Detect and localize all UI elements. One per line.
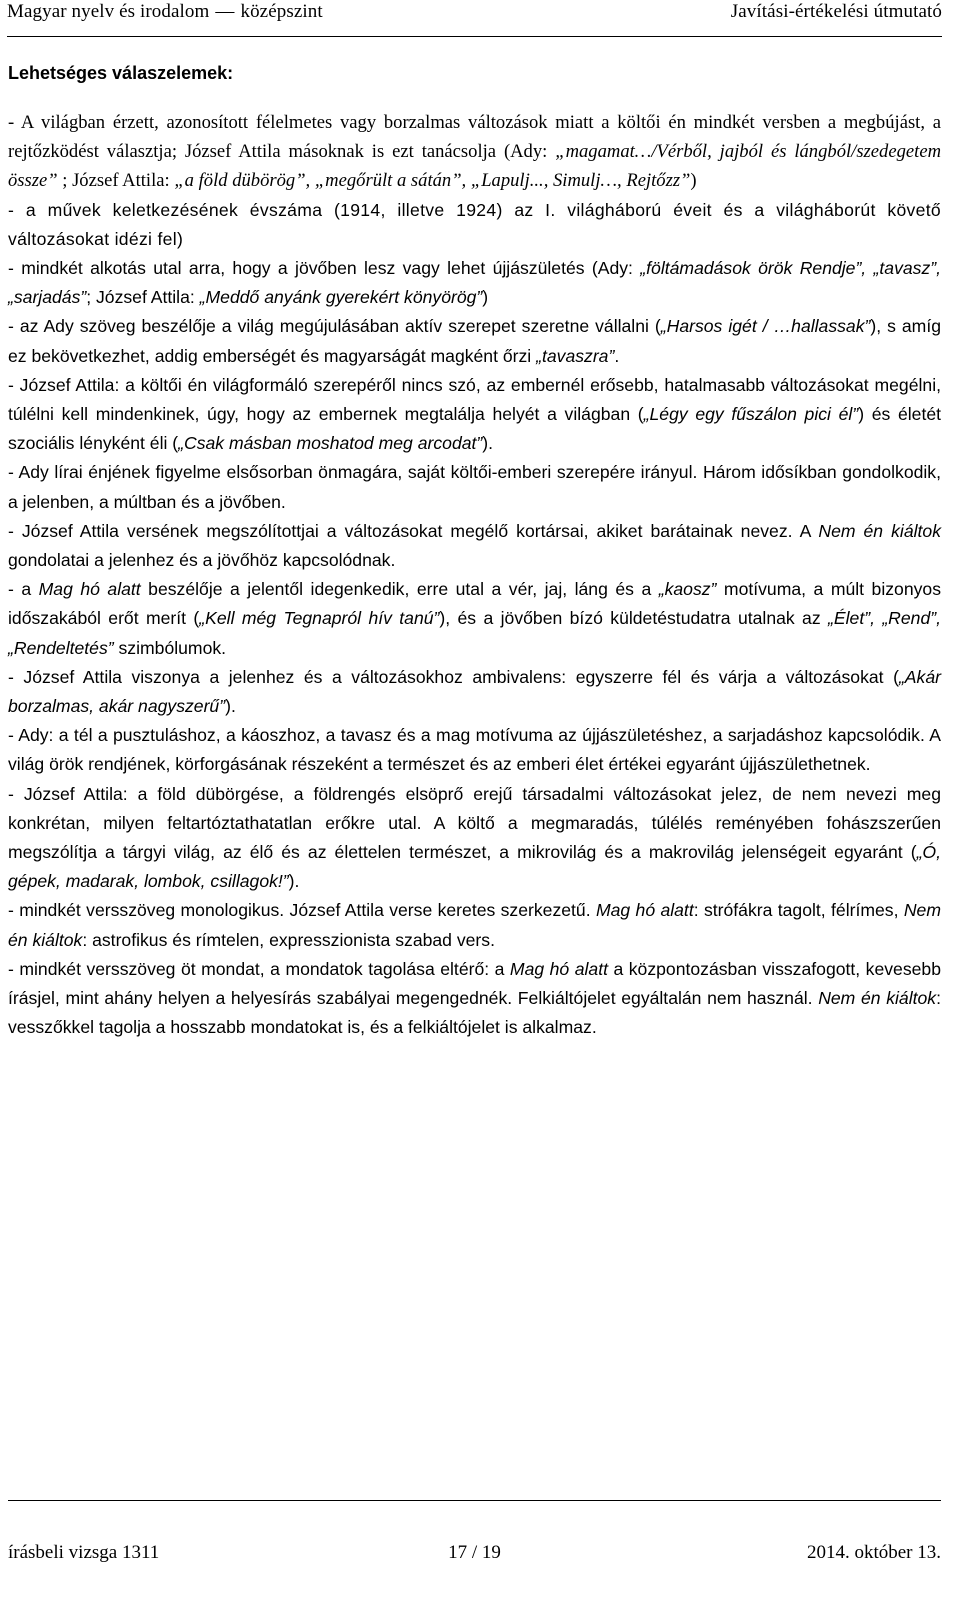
quote-text: Nem én kiáltok xyxy=(8,900,941,950)
answer-elements-list xyxy=(8,108,941,1043)
body-text: - a művek keletkezésének évszáma (1914, illetve 1924) az I. világháború éveit és a világháborút követő változásokat idézi fel) xyxy=(8,199,941,249)
body-text: . xyxy=(614,345,620,366)
body-text: a központozásban visszafogott, kevesebb írásjel, mint ahány helyen a helyesírás szabályai megengednék. Felkiáltójelet egyáltalán nem használ. xyxy=(8,958,941,1009)
quote-text: „Kell még Tegnapról hív tanú” xyxy=(199,608,440,629)
answer-element xyxy=(8,458,941,516)
body-text: - József Attila viszonya a jelenhez és a változásokhoz ambivalens: egyszerre fél és várja a változásokat ( xyxy=(8,666,899,687)
body-text: szimbólumok. xyxy=(113,637,227,658)
body-text: : vesszőkkel tagolja a hosszabb mondatokat is, és a felkiáltójelet is alkalmaz. xyxy=(8,988,941,1038)
header-dash: — xyxy=(215,1,235,22)
answer-element xyxy=(8,371,941,459)
body-text: - József Attila: a költői én világformáló szerepéről nincs szó, az embernél erősebb, hatalmasabb változásokat megélni, túlélni kell mindenkinek, úgy, hogy az embernek megtalálja helyét a világban ( xyxy=(8,374,941,425)
answer-element xyxy=(8,780,941,897)
answer-element xyxy=(8,575,941,663)
body-text: beszélője a jelentől idegenkedik, erre utal a vér, jaj, láng és a xyxy=(140,579,659,600)
body-text: - Ady lírai énjének figyelme elsősorban önmagára, saját költői-emberi szerepére irányul. Három idősíkban gondolkodik, a jelenben, a múltban és a jövőben. xyxy=(8,462,941,512)
body-text: motívuma, a múlt bizonyos időszakából erőt merít ( xyxy=(8,579,941,629)
quote-text: „tavaszra” xyxy=(536,345,615,366)
quote-text: „Csak másban moshatod meg arcodat” xyxy=(178,433,483,454)
body-text: - József Attila versének megszólítottjai a változásokat megélő kortársai, akiket barátainak nevez. A xyxy=(8,520,819,541)
quote-text: Mag hó alatt xyxy=(509,958,608,979)
quote-text: „Harsos igét / …hallassak” xyxy=(660,316,871,337)
answer-element xyxy=(8,663,941,721)
body-text: ) és életét szociális lényként éli ( xyxy=(8,404,942,454)
body-text: - mindkét versszöveg öt mondat, a mondatok tagolása eltérő: a xyxy=(8,958,510,979)
answer-element xyxy=(8,254,941,312)
body-text: - A világban érzett, azonosított félelmetes vagy borzalmas változások miatt a költői én mindkét versben a megbújást, a rejtőzködést választja; József Attila másoknak is ezt tanácsolja (Ady: xyxy=(8,112,941,163)
body-text: gondolatai a jelenhez és a jövőhöz kapcsolódnak. xyxy=(8,550,396,571)
body-text: - mindkét versszöveg monologikus. József Attila verse keretes szerkezetű. xyxy=(8,900,596,921)
quote-text: Mag hó alatt xyxy=(38,579,141,600)
section-title: Lehetséges válaszelemek: xyxy=(8,63,234,83)
body-text: ). xyxy=(482,433,494,454)
answer-element xyxy=(8,312,941,370)
footer-exam-code: írásbeli vizsga 1311 xyxy=(8,1542,160,1563)
footer-page-number: 17 / 19 xyxy=(448,1542,501,1563)
body-text: ) xyxy=(690,170,697,192)
quote-text: „a föld dübörög”, „megőrült a sátán”, „Lapulj..., Simulj…, Rejtőzz” xyxy=(174,170,691,192)
page-header xyxy=(7,0,942,37)
quote-text: „Élet”, „Rend”, „Rendeltetés” xyxy=(8,608,941,658)
body-text: - Ady: a tél a pusztuláshoz, a káoszhoz, a tavasz és a mag motívuma az újjászületéshez, a sarjadáshoz kapcsolódik. A világ örök rendjének, körforgásának részeként a természet és az emberi élet értékei egyaránt újjászülethetnek. xyxy=(8,725,941,775)
body-text: ), és a jövőben bízó küldetéstudatra utalnak az xyxy=(439,608,829,629)
answer-element xyxy=(8,955,941,1043)
quote-text: Mag hó alatt xyxy=(595,900,694,921)
answer-element xyxy=(8,108,941,196)
body-text: ). xyxy=(225,696,236,717)
footer-row xyxy=(8,1542,941,1564)
body-text: : strófákra tagolt, félrímes, xyxy=(693,900,904,921)
body-text: - a xyxy=(8,579,39,600)
header-left xyxy=(7,1,323,23)
body-text: ), s amíg ez bekövetkezhet, addig emberségét és magyarságát magként őrzi xyxy=(8,316,942,366)
quote-text: „Akár borzalmas, akár nagyszerű” xyxy=(8,666,941,717)
quote-text: „Ó, gépek, madarak, lombok, csillagok!” xyxy=(8,842,941,892)
footer-date: 2014. október 13. xyxy=(806,1542,941,1563)
body-text: ; József Attila: xyxy=(86,287,200,308)
body-text: - József Attila: a föld dübörgése, a földrengés elsöprő erejű társadalmi változásokat jelez, de nem nevezi meg konkrétan, milyen feltartóztathatatlan erőkre utal. A költő a megmaradás, túlélés reményében fohászszerűen megszólítja a tárgyi világ, az élő és az élettelen természet, a mikrovilág és a makrovilág jelenségeit egyaránt ( xyxy=(8,783,941,863)
answer-element xyxy=(8,517,941,575)
quote-text: „magamat…/Vérből, jajból és lángból/szedegetem össze” xyxy=(8,141,941,192)
quote-text: „kaosz” xyxy=(658,579,717,600)
body-text: ; József Attila: xyxy=(57,170,175,192)
body-text: - az Ady szöveg beszélője a világ megújulásában aktív szerepet szeretne vállalni ( xyxy=(8,316,661,337)
header-level: középszint xyxy=(240,1,323,22)
body-text: - mindkét alkotás utal arra, hogy a jövőben lesz vagy lehet újjászületés (Ady: xyxy=(8,258,641,279)
page-footer xyxy=(8,1500,941,1563)
quote-text: „Meddő anyánk gyerekért könyörög” xyxy=(199,287,483,308)
quote-text: „föltámadások örök Rendje”, „tavasz”, „sarjadás” xyxy=(8,258,941,308)
body-text: : astrofikus és rímtelen, expresszionista szabad vers. xyxy=(82,929,495,950)
body-text: ). xyxy=(288,871,300,892)
answer-element xyxy=(8,721,941,779)
quote-text: Nem én kiáltok xyxy=(818,520,941,541)
quote-text: „Légy egy fűszálon pici él” xyxy=(643,404,859,425)
answer-element xyxy=(8,896,941,954)
answer-element xyxy=(8,196,941,254)
quote-text: Nem én kiáltok xyxy=(818,988,937,1009)
document-body xyxy=(8,60,941,1043)
body-text: ) xyxy=(482,287,489,308)
header-subject: Magyar nyelv és irodalom xyxy=(7,1,210,22)
header-guide-title: Javítási-értékelési útmutató xyxy=(730,1,942,22)
